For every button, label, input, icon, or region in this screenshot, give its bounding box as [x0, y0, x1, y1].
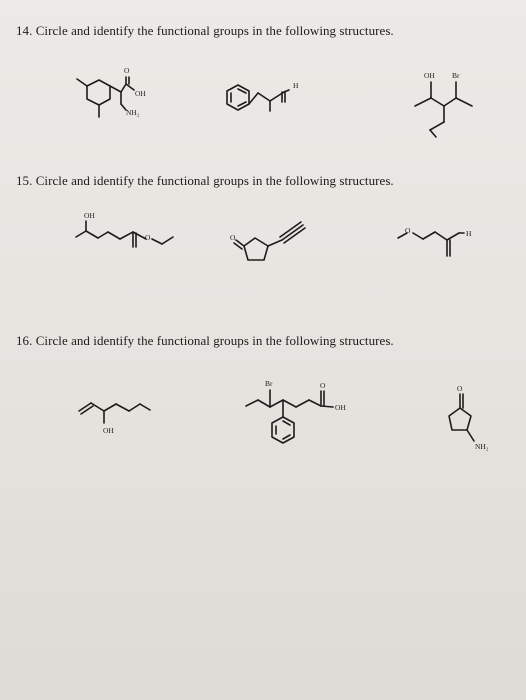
label-14c-OH: OH: [424, 71, 435, 80]
label-15a-O: O: [145, 233, 151, 242]
bond-14c-3: [431, 98, 444, 106]
label-15c-H: H: [466, 229, 472, 238]
bond-16a-3: [116, 404, 129, 411]
label-15c-O: O: [405, 226, 411, 235]
label-14a-O: O: [124, 66, 130, 75]
structure-15c: [398, 226, 472, 256]
double-16a-b: [81, 406, 93, 414]
bond-14c-4: [444, 98, 456, 106]
ring-15b: [244, 238, 268, 260]
bond-16a-5: [140, 404, 150, 410]
bond-16c-1: [467, 430, 474, 441]
bond-16b-1: [246, 400, 258, 406]
bond-14c-6: [456, 98, 472, 106]
structure-15a: [76, 211, 173, 247]
bond-15b-1: [268, 240, 282, 246]
bond-15a-1: [76, 231, 86, 237]
label-14a-NH2: NH₂: [126, 108, 140, 117]
question-16-text: 16. Circle and identify the functional groups in the following structures.: [16, 333, 394, 348]
label-15b-O: O: [230, 233, 236, 242]
bond-15c-4: [435, 232, 447, 240]
bond-16a-4: [129, 404, 140, 411]
bond-14c-8: [430, 122, 444, 130]
structure-16c: [449, 384, 489, 451]
structure-14a: [77, 66, 146, 117]
bond-16b-8: [321, 406, 333, 407]
structure-14b: [227, 81, 299, 111]
bond-15c-5: [447, 233, 459, 240]
bond-16b-2: [258, 400, 270, 407]
label-16c-NH2: NH₂: [475, 442, 489, 451]
double-16a-a: [79, 403, 91, 411]
ring-16b-inner-3: [283, 421, 290, 425]
bond-16b-5: [283, 400, 296, 407]
bond-15c-3: [423, 232, 435, 239]
bond-16b-4: [270, 400, 283, 407]
structure-14c: [415, 71, 472, 137]
label-14c-Br: Br: [452, 71, 460, 80]
label-16b-Br: Br: [265, 379, 273, 388]
bond-15a-4: [98, 232, 108, 238]
label-14a-OH: OH: [135, 89, 146, 98]
bond-14a-1: [77, 79, 87, 86]
label-15a-OH: OH: [84, 211, 95, 220]
bond-14b-2: [258, 93, 270, 101]
bond-16a-2: [104, 404, 116, 411]
bond-15a-9: [162, 237, 173, 244]
ring-16c: [449, 408, 471, 430]
bond-16b-6: [296, 400, 309, 407]
bond-14c-9: [430, 130, 436, 137]
bond-15a-5: [108, 232, 120, 239]
structure-16a: [79, 403, 150, 435]
bond-14c-1: [415, 98, 431, 106]
bond-14a-4: [121, 84, 126, 92]
bond-14b-1: [249, 93, 258, 104]
label-16b-O: O: [320, 381, 326, 390]
structure-16b: [246, 379, 346, 443]
ring-14a: [87, 80, 110, 105]
label-16c-O: O: [457, 384, 463, 393]
bond-14a-5: [126, 84, 134, 90]
question-14-text: 14. Circle and identify the functional groups in the following structures.: [16, 23, 394, 38]
bond-15a-3: [86, 231, 98, 238]
bond-15c-2: [413, 233, 423, 239]
structure-15b: [230, 222, 305, 260]
bond-15a-6: [120, 232, 133, 239]
ring-16b-inner-2: [283, 435, 290, 439]
question-15-text: 15. Circle and identify the functional groups in the following structures.: [16, 173, 394, 188]
label-16b-OH: OH: [335, 403, 346, 412]
bond-16b-7: [309, 400, 321, 406]
bond-14a-3: [110, 86, 121, 92]
bond-15a-8: [152, 239, 162, 244]
label-16a-OH: OH: [103, 426, 114, 435]
label-14b-H: H: [293, 81, 299, 90]
bond-16a-1: [91, 403, 104, 411]
